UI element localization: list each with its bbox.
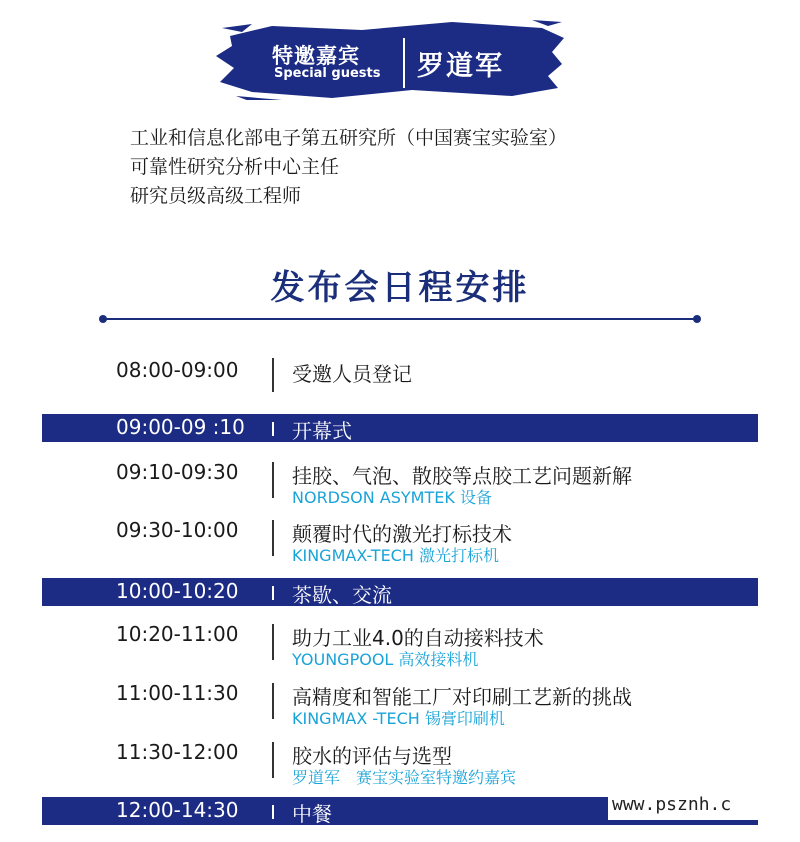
banner-label-cn: 特邀嘉宾 (272, 44, 360, 68)
schedule-title: 挂胶、气泡、散胶等点胶工艺问题新解 (292, 464, 632, 488)
schedule-row (42, 356, 758, 396)
schedule-row (42, 738, 758, 786)
schedule-vendor: 罗道军 赛宝实验室特邀约嘉宾 (292, 768, 517, 787)
schedule-time: 11:30-12:00 (116, 740, 239, 764)
guest-affiliation: 工业和信息化部电子第五研究所（中国赛宝实验室） (130, 127, 568, 149)
schedule-time: 09:10-09:30 (116, 460, 239, 484)
guest-name: 罗道军 (417, 51, 504, 82)
row-separator (272, 520, 274, 556)
schedule-title: 助力工业4.0的自动接料技术 (292, 626, 544, 650)
schedule-time: 10:20-11:00 (116, 622, 239, 646)
schedule-row-band (42, 578, 758, 606)
banner-divider (403, 38, 405, 88)
schedule-title: 茶歇、交流 (292, 583, 392, 607)
schedule-time: 10:00-10:20 (116, 579, 239, 603)
guest-title: 研究员级高级工程师 (130, 185, 302, 207)
schedule-title: 胶水的评估与选型 (292, 744, 452, 768)
schedule-title: 高精度和智能工厂对印刷工艺新的挑战 (292, 685, 632, 709)
schedule-time: 09:00-09 :10 (116, 415, 245, 439)
divider-dot-left (99, 315, 107, 323)
schedule-row (42, 620, 758, 668)
row-separator (272, 805, 274, 819)
banner-label-en: Special guests (274, 66, 381, 81)
guest-position: 可靠性研究分析中心主任 (130, 156, 340, 178)
row-separator (272, 422, 274, 436)
schedule-time: 12:00-14:30 (116, 798, 239, 822)
schedule-vendor: KINGMAX-TECH 激光打标机 (292, 546, 499, 565)
schedule-title: 颠覆时代的激光打标技术 (292, 522, 512, 546)
schedule-title: 受邀人员登记 (292, 362, 412, 386)
schedule-time: 11:00-11:30 (116, 681, 239, 705)
title-divider (103, 318, 697, 320)
schedule-vendor: KINGMAX -TECH 锡膏印刷机 (292, 709, 505, 728)
brush-stroke-background (212, 16, 567, 100)
guest-info (130, 124, 567, 211)
row-separator (272, 462, 274, 498)
schedule-vendor: YOUNGPOOL 高效接料机 (292, 650, 479, 669)
divider-dot-right (693, 315, 701, 323)
row-separator (272, 358, 274, 392)
row-separator (272, 586, 274, 600)
special-guests-banner (212, 16, 567, 100)
schedule-row (42, 458, 758, 506)
row-separator (272, 683, 274, 719)
watermark-url: www.psznh.c (608, 790, 800, 820)
row-separator (272, 742, 274, 778)
schedule-row-band (42, 414, 758, 442)
row-separator (272, 624, 274, 660)
schedule-time: 08:00-09:00 (116, 358, 239, 382)
schedule-row (42, 679, 758, 727)
section-title: 发布会日程安排 (270, 268, 530, 308)
schedule-title: 中餐 (292, 802, 332, 826)
schedule-vendor: NORDSON ASYMTEK 设备 (292, 488, 492, 507)
schedule-title: 开幕式 (292, 419, 352, 443)
schedule-time: 09:30-10:00 (116, 518, 239, 542)
schedule-row (42, 516, 758, 564)
